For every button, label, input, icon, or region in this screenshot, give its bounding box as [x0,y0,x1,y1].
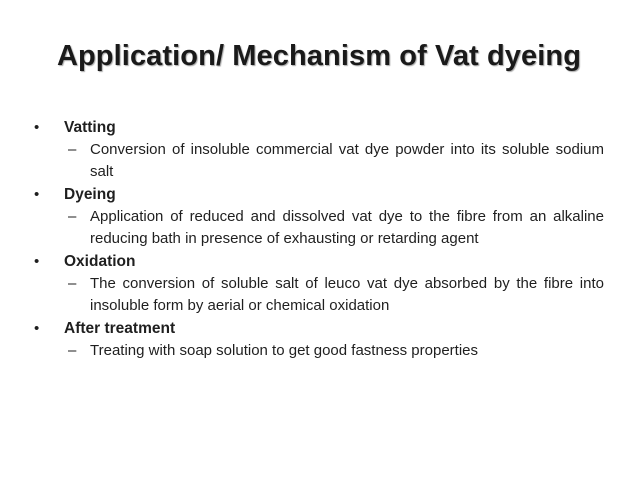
item-detail: Conversion of insoluble commercial vat dye powder into its soluble sodium salt [90,141,604,180]
item-heading: Oxidation [64,253,136,270]
list-item-oxidation [34,250,604,317]
list-item-after-treatment [34,317,604,362]
dash-icon: – [68,342,77,359]
bullet-icon: • [34,186,40,203]
bullet-list [34,116,604,362]
item-heading: Vatting [64,119,116,136]
bullet-icon: • [34,320,40,337]
item-detail: Application of reduced and dissolved vat dye to the fibre from an alkaline reducing bath in presence of exhausting or retarding agent [90,208,604,247]
item-heading: After treatment [64,320,176,337]
dash-icon: – [68,208,77,225]
dash-icon: – [68,275,77,292]
item-heading: Dyeing [64,186,116,203]
item-detail: Treating with soap solution to get good fastness properties [90,342,479,359]
dash-icon: – [68,141,77,158]
bullet-icon: • [34,119,40,136]
slide-title: Application/ Mechanism of Vat dyeing [56,40,582,72]
bullet-icon: • [34,253,40,270]
list-item-vatting [34,116,604,183]
item-detail: The conversion of soluble salt of leuco vat dye absorbed by the fibre into insoluble form by aerial or chemical oxidation [90,275,604,314]
list-item-dyeing [34,183,604,250]
